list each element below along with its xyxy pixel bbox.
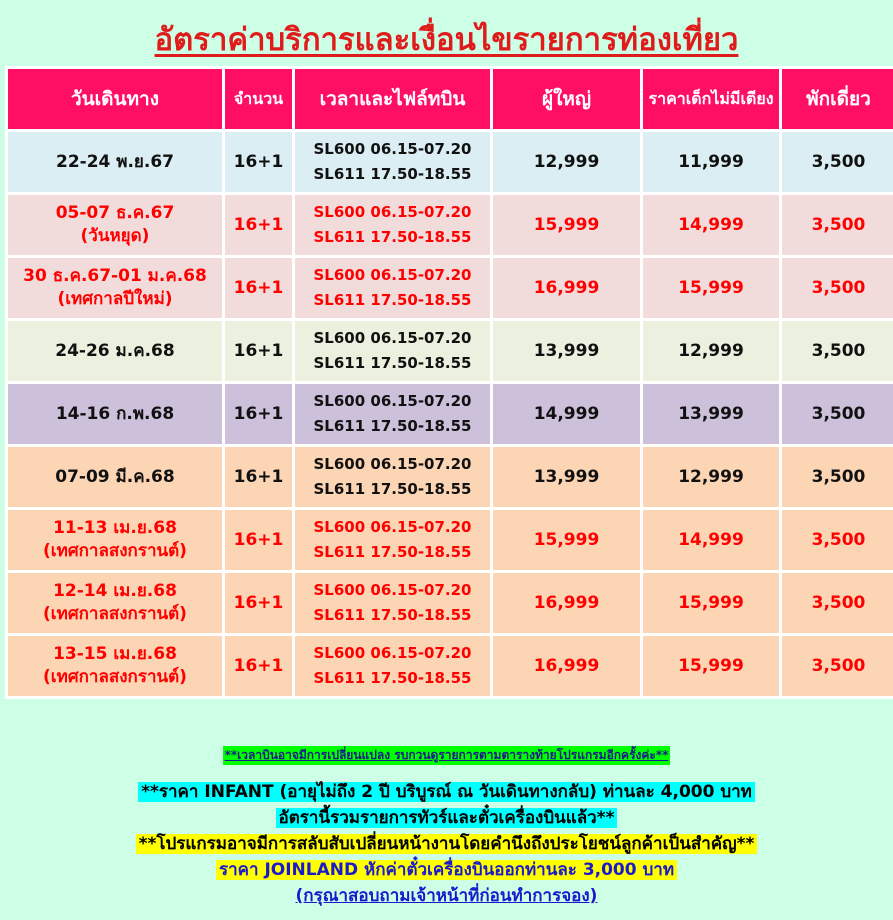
header-adult-price: ผู้ใหญ่ bbox=[493, 69, 640, 129]
adult-price-cell: 12,999 bbox=[493, 132, 640, 192]
flight-cell bbox=[295, 447, 490, 507]
adult-price-cell: 16,999 bbox=[493, 258, 640, 318]
header-travel-date: วันเดินทาง bbox=[8, 69, 222, 129]
adult-price-cell: 13,999 bbox=[493, 447, 640, 507]
table-row bbox=[8, 132, 893, 192]
child-price-cell: 15,999 bbox=[643, 573, 779, 633]
flight-cell bbox=[295, 384, 490, 444]
travel-date-cell bbox=[8, 321, 222, 381]
adult-price-cell: 16,999 bbox=[493, 573, 640, 633]
return-flight: SL611 17.50-18.55 bbox=[313, 165, 472, 183]
flight-cell bbox=[295, 636, 490, 696]
single-supplement-cell: 3,500 bbox=[782, 321, 893, 381]
outbound-flight: SL600 06.15-07.20 bbox=[313, 581, 472, 600]
travel-date: 24-26 ม.ค.68 bbox=[55, 340, 175, 361]
seats-cell: 16+1 bbox=[225, 510, 292, 570]
flight-cell bbox=[295, 573, 490, 633]
price-table bbox=[5, 66, 893, 699]
page-title: อัตราค่าบริการและเงื่อนไขรายการท่องเที่ยว bbox=[154, 22, 739, 58]
joinland-note: ราคา JOINLAND หักค่าตั๋วเครื่องบินออกท่านละ 3,000 บาท bbox=[216, 860, 677, 880]
outbound-flight: SL600 06.15-07.20 bbox=[313, 644, 472, 663]
return-flight: SL611 17.50-18.55 bbox=[313, 669, 472, 687]
table-row bbox=[8, 321, 893, 381]
flight-cell bbox=[295, 510, 490, 570]
return-flight: SL611 17.50-18.55 bbox=[313, 543, 472, 561]
single-supplement-cell: 3,500 bbox=[782, 447, 893, 507]
header-child-no-bed-price: ราคาเด็กไม่มีเตียง bbox=[643, 69, 779, 129]
adult-price-cell: 16,999 bbox=[493, 636, 640, 696]
price-includes-note: อัตรานี้รวมรายการทัวร์และตั๋วเครื่องบินแล้ว** bbox=[276, 808, 618, 828]
seats-cell: 16+1 bbox=[225, 636, 292, 696]
travel-date: 13-15 เม.ย.68 bbox=[53, 644, 177, 665]
travel-date: 05-07 ธ.ค.67 bbox=[55, 203, 175, 224]
holiday-note: (วันหยุด) bbox=[80, 226, 150, 246]
travel-date-cell bbox=[8, 510, 222, 570]
table-row bbox=[8, 384, 893, 444]
table-row bbox=[8, 258, 893, 318]
seats-cell: 16+1 bbox=[225, 573, 292, 633]
seats-cell: 16+1 bbox=[225, 384, 292, 444]
single-supplement-cell: 3,500 bbox=[782, 132, 893, 192]
outbound-flight: SL600 06.15-07.20 bbox=[313, 329, 472, 348]
outbound-flight: SL600 06.15-07.20 bbox=[313, 392, 472, 411]
travel-date-cell bbox=[8, 573, 222, 633]
table-header-row bbox=[8, 69, 893, 129]
holiday-note: (เทศกาลปีใหม่) bbox=[57, 289, 173, 309]
child-price-cell: 12,999 bbox=[643, 321, 779, 381]
travel-date: 30 ธ.ค.67-01 ม.ค.68 bbox=[23, 266, 207, 287]
single-supplement-cell: 3,500 bbox=[782, 510, 893, 570]
travel-date: 14-16 ก.พ.68 bbox=[55, 403, 175, 424]
travel-date: 07-09 มี.ค.68 bbox=[55, 466, 175, 487]
outbound-flight: SL600 06.15-07.20 bbox=[313, 203, 472, 222]
infant-price-note: **ราคา INFANT (อายุไม่ถึง 2 ปี บริบูรณ์ ณ วันเดินทางกลับ) ท่านละ 4,000 บาท bbox=[138, 782, 755, 802]
seats-cell: 16+1 bbox=[225, 132, 292, 192]
table-row bbox=[8, 447, 893, 507]
return-flight: SL611 17.50-18.55 bbox=[313, 354, 472, 372]
holiday-note: (เทศกาลสงกรานต์) bbox=[43, 541, 187, 561]
travel-date-cell bbox=[8, 384, 222, 444]
single-supplement-cell: 3,500 bbox=[782, 636, 893, 696]
table-row bbox=[8, 573, 893, 633]
flight-cell bbox=[295, 321, 490, 381]
return-flight: SL611 17.50-18.55 bbox=[313, 480, 472, 498]
contact-note: (กรุณาสอบถามเจ้าหน้าที่ก่อนทำการจอง) bbox=[295, 886, 598, 906]
child-price-cell: 15,999 bbox=[643, 258, 779, 318]
seats-cell: 16+1 bbox=[225, 447, 292, 507]
outbound-flight: SL600 06.15-07.20 bbox=[313, 518, 472, 537]
single-supplement-cell: 3,500 bbox=[782, 573, 893, 633]
single-supplement-cell: 3,500 bbox=[782, 195, 893, 255]
outbound-flight: SL600 06.15-07.20 bbox=[313, 455, 472, 474]
flight-cell bbox=[295, 258, 490, 318]
table-row bbox=[8, 195, 893, 255]
return-flight: SL611 17.50-18.55 bbox=[313, 417, 472, 435]
travel-date: 11-13 เม.ย.68 bbox=[53, 518, 177, 539]
adult-price-cell: 14,999 bbox=[493, 384, 640, 444]
seats-cell: 16+1 bbox=[225, 321, 292, 381]
table-row bbox=[8, 510, 893, 570]
adult-price-cell: 13,999 bbox=[493, 321, 640, 381]
holiday-note: (เทศกาลสงกรานต์) bbox=[43, 667, 187, 687]
return-flight: SL611 17.50-18.55 bbox=[313, 291, 472, 309]
flight-cell bbox=[295, 195, 490, 255]
single-supplement-cell: 3,500 bbox=[782, 258, 893, 318]
travel-date-cell bbox=[8, 258, 222, 318]
return-flight: SL611 17.50-18.55 bbox=[313, 228, 472, 246]
child-price-cell: 13,999 bbox=[643, 384, 779, 444]
notes-section bbox=[0, 744, 893, 909]
child-price-cell: 12,999 bbox=[643, 447, 779, 507]
header-seats: จำนวน bbox=[225, 69, 292, 129]
child-price-cell: 14,999 bbox=[643, 195, 779, 255]
travel-date: 12-14 เม.ย.68 bbox=[53, 581, 177, 602]
program-swap-note: **โปรแกรมอาจมีการสลับสับเปลี่ยนหน้างานโดยคำนึงถึงประโยชน์ลูกค้าเป็นสำคัญ** bbox=[136, 834, 758, 854]
adult-price-cell: 15,999 bbox=[493, 510, 640, 570]
header-single-supplement: พักเดี่ยว bbox=[782, 69, 893, 129]
table-row bbox=[8, 636, 893, 696]
child-price-cell: 14,999 bbox=[643, 510, 779, 570]
flight-cell bbox=[295, 132, 490, 192]
seats-cell: 16+1 bbox=[225, 258, 292, 318]
flight-change-note: **เวลาบินอาจมีการเปลี่ยนแปลง รบกวนดูรายการตามตารางท้ายโปรแกรมอีกครั้งค่ะ** bbox=[223, 746, 671, 765]
return-flight: SL611 17.50-18.55 bbox=[313, 606, 472, 624]
single-supplement-cell: 3,500 bbox=[782, 384, 893, 444]
holiday-note: (เทศกาลสงกรานต์) bbox=[43, 604, 187, 624]
travel-date-cell bbox=[8, 132, 222, 192]
travel-date-cell bbox=[8, 447, 222, 507]
travel-date: 22-24 พ.ย.67 bbox=[55, 151, 175, 172]
travel-date-cell bbox=[8, 195, 222, 255]
outbound-flight: SL600 06.15-07.20 bbox=[313, 140, 472, 159]
outbound-flight: SL600 06.15-07.20 bbox=[313, 266, 472, 285]
header-flight-time: เวลาและไฟล์ทบิน bbox=[295, 69, 490, 129]
seats-cell: 16+1 bbox=[225, 195, 292, 255]
child-price-cell: 11,999 bbox=[643, 132, 779, 192]
travel-date-cell bbox=[8, 636, 222, 696]
adult-price-cell: 15,999 bbox=[493, 195, 640, 255]
child-price-cell: 15,999 bbox=[643, 636, 779, 696]
